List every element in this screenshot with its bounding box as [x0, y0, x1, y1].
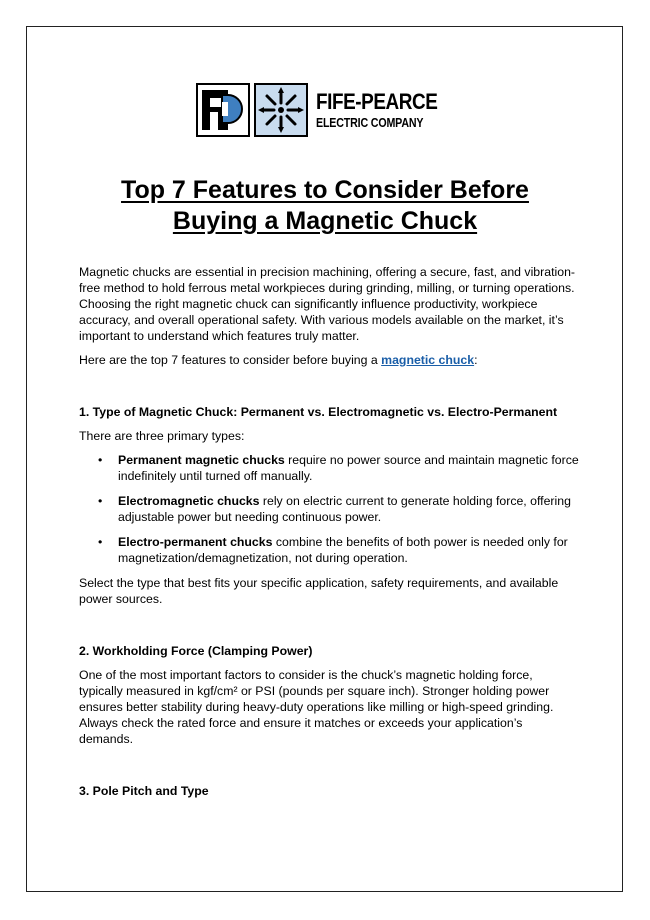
bullet-term: Permanent magnetic chucks [118, 453, 285, 467]
bullet-text: rely on electric current to generate holding force, offering adjustable power but needing continuous power. [118, 494, 571, 524]
spacer [79, 615, 579, 643]
logo-company-subtitle: ELECTRIC COMPANY [316, 115, 424, 130]
spacer [79, 376, 579, 404]
intro-paragraph: Magnetic chucks are essential in precision machining, offering a secure, fast, and vibration-free method to hold ferrous metal workpieces during grinding, milling, or turning operations. Choosing the right magnetic chuck can significantly influence productivity, workpiece accuracy, and overall operational safety. With various models available on the market, it’s important to understand which features truly matter. [79, 265, 576, 343]
page-title [60, 175, 590, 237]
bullet-term: Electro-permanent chucks [118, 535, 273, 549]
intro-lead-colon: : [474, 353, 478, 367]
section-2-paragraph: One of the most important factors to consider is the chuck’s magnetic holding force, typically measured in kgf/cm² or PSI (pounds per square inch). Stronger holding power ensures better stability during heavy-duty operations like milling or high-speed grinding. Always check the rated force and ensure it matches or exceeds your application’s demands. [79, 668, 554, 746]
intro-lead [79, 352, 579, 368]
fp-monogram-icon [196, 83, 250, 137]
list-item [79, 493, 579, 525]
section-1-bullet-list [79, 452, 579, 566]
list-item [79, 452, 579, 484]
title-line-2: Buying a Magnetic Chuck [172, 207, 478, 235]
bullet-icon: • [98, 535, 103, 549]
spark-emblem-icon [254, 83, 308, 137]
bullet-text: require no power source and maintain magnetic force indefinitely until turned off manually. [118, 453, 579, 483]
list-item [79, 534, 579, 566]
section-2-heading: 2. Workholding Force (Clamping Power) [79, 644, 313, 658]
company-logo [196, 83, 457, 137]
title-line-1: Top 7 Features to Consider Before [121, 176, 529, 204]
logo-company-name: FIFE-PEARCE [316, 89, 438, 114]
intro-lead-text: Here are the top 7 features to consider before buying a [79, 353, 382, 367]
bullet-term: Electromagnetic chucks [118, 494, 260, 508]
article-body [79, 264, 579, 807]
bullet-icon: • [98, 453, 103, 467]
bullet-icon: • [98, 494, 103, 508]
bullet-text: combine the benefits of both power is needed only for magnetization/demagnetization, not during operation. [118, 535, 568, 565]
section-1-heading: 1. Type of Magnetic Chuck: Permanent vs. Electromagnetic vs. Electro-Permanent [79, 405, 558, 419]
logo-wordmark [316, 91, 457, 129]
spacer [79, 755, 579, 783]
section-3-heading: 3. Pole Pitch and Type [79, 784, 209, 798]
section-1-lead: There are three primary types: [79, 429, 245, 443]
section-1-closing: Select the type that best fits your specific application, safety requirements, and available power sources. [79, 576, 559, 606]
magnetic-chuck-link[interactable]: magnetic chuck [381, 353, 475, 367]
